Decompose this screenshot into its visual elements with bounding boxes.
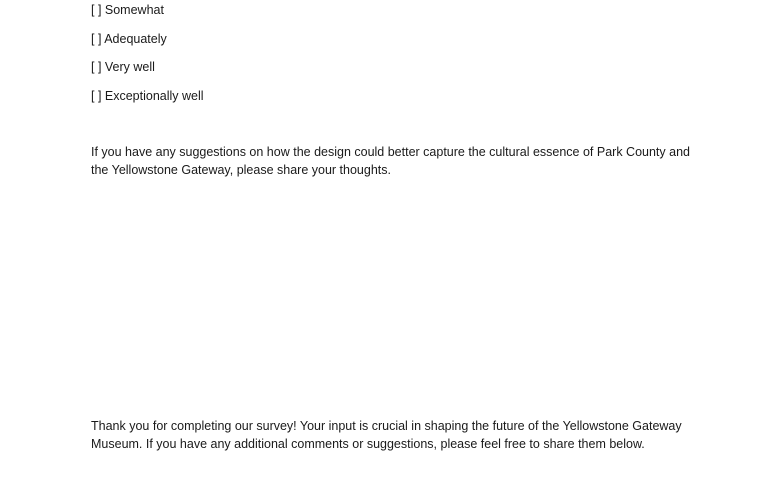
- option-adequately[interactable]: [ ] Adequately: [91, 31, 167, 46]
- option-very-well[interactable]: [ ] Very well: [91, 60, 155, 75]
- suggestion-prompt: If you have any suggestions on how the design could better capture the cultural essence of Park County and the Yellowstone Gateway, please share your thoughts.: [91, 145, 690, 178]
- rating-options-list: [91, 2, 204, 117]
- option-exceptionally-well[interactable]: [ ] Exceptionally well: [91, 89, 204, 104]
- closing-text: Thank you for completing our survey! Your input is crucial in shaping the future of the Yellowstone Gateway Museum. If you have any additional comments or suggestions, please feel free to share them below.: [91, 419, 682, 452]
- option-somewhat[interactable]: [ ] Somewhat: [91, 3, 164, 17]
